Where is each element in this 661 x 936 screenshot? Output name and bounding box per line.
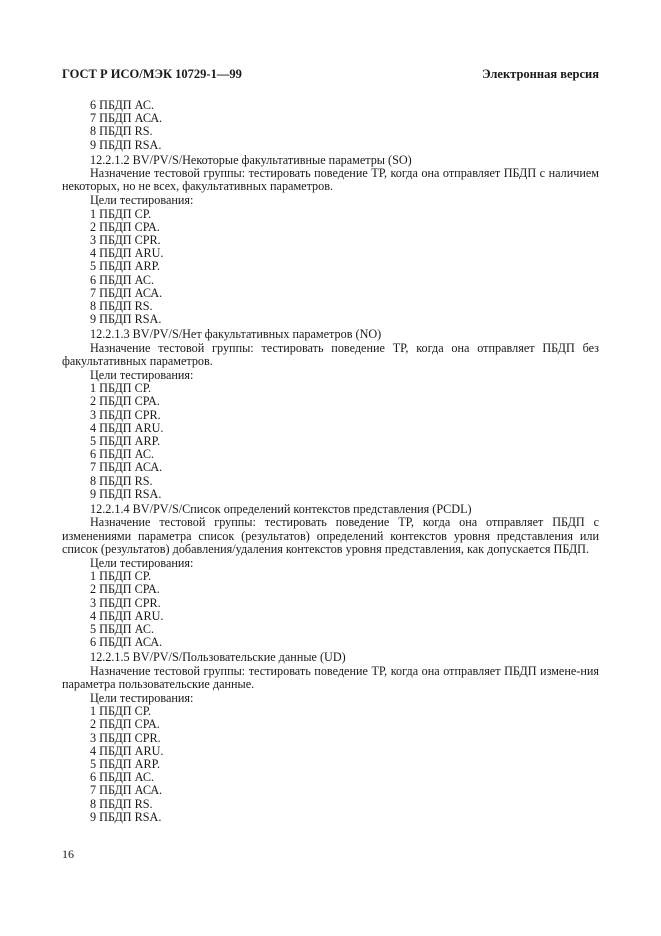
list-item: 6 ПБДП АСА.	[90, 635, 163, 650]
list-item: 4 ПБДП ARU.	[90, 743, 164, 758]
list-item: 1 ПБДП СР.	[90, 206, 152, 221]
section-12-2-1-2	[62, 154, 599, 327]
section-heading: 12.2.1.2 BV/PV/S/Некоторые факультативные параметры (SO)	[90, 152, 412, 167]
section-12-2-1-4	[62, 503, 599, 649]
page-content	[62, 99, 599, 824]
section-purpose: Назначение тестовой группы: тестировать поведение ТР, когда она отправляет ПБДП с изменениями параметра список (результатов) определений контекстов уровня представления или список (результатов) добавления/удаления контекстов уровня представления, как допускается ПБДП.	[62, 515, 599, 556]
list-item: 2 ПБДП СРА.	[90, 582, 160, 597]
list-item: 3 ПБДП CPR.	[90, 730, 161, 745]
list-item: 6 ПБДП АС.	[90, 770, 155, 785]
list-item: 6 ПБДП АС.	[90, 272, 155, 287]
list-item: 3 ПБДП CPR.	[90, 233, 161, 248]
section-heading: 12.2.1.3 BV/PV/S/Нет факультативных параметров (NO)	[90, 327, 382, 342]
section-12-2-1-3	[62, 328, 599, 501]
list-item: 5 ПБДП АС.	[90, 621, 155, 636]
list-item: 7 ПБДП АСА.	[90, 783, 163, 798]
list-item: 1 ПБДП СР.	[90, 381, 152, 396]
list-item: 9 ПБДП RSA.	[90, 486, 162, 501]
list-item: 5 ПБДП ARP.	[90, 756, 161, 771]
list-item: 2 ПБДП СРА.	[90, 394, 160, 409]
goals-label: Цели тестирования:	[90, 555, 194, 570]
list-item: 1 ПБДП СР.	[90, 704, 152, 719]
goals-label: Цели тестирования:	[90, 193, 194, 208]
section-12-2-1-5	[62, 651, 599, 824]
list-item: 8 ПБДП RS.	[90, 124, 153, 139]
section-purpose: Назначение тестовой группы: тестировать поведение ТР, когда она отправляет ПБДП с наличием некоторых, но не всех, факультативных параметров.	[62, 166, 599, 194]
list-item: 3 ПБДП CPR.	[90, 595, 161, 610]
section-heading: 12.2.1.5 BV/PV/S/Пользовательские данные (UD)	[90, 650, 346, 665]
section-purpose: Назначение тестовой группы: тестировать поведение ТР, когда она отправляет ПБДП измене-ния параметра пользовательские данные.	[62, 663, 599, 691]
list-item: 6 ПБДП АС.	[90, 98, 155, 112]
list-item: 7 ПБДП АСА.	[90, 285, 163, 300]
list-item: 2 ПБДП СРА.	[90, 717, 160, 732]
goals-label: Цели тестирования:	[90, 368, 194, 383]
list-item: 4 ПБДП ARU.	[90, 420, 164, 435]
list-item: 3 ПБДП CPR.	[90, 407, 161, 422]
list-item: 1 ПБДП СР.	[90, 569, 152, 584]
section-heading: 12.2.1.4 BV/PV/S/Список определений контекстов представления (PCDL)	[90, 502, 472, 517]
list-item: 6 ПБДП АС.	[90, 447, 155, 462]
list-item: 8 ПБДП RS.	[90, 299, 153, 314]
document-standard-header: ГОСТ Р ИСО/МЭК 10729-1—99	[62, 67, 242, 81]
list-item: 2 ПБДП СРА.	[90, 219, 160, 234]
list-item: 9 ПБДП RSA.	[90, 809, 162, 824]
list-item: 4 ПБДП ARU.	[90, 608, 164, 623]
list-item: 9 ПБДП RSA.	[90, 312, 162, 327]
section-purpose: Назначение тестовой группы: тестировать поведение ТР, когда она отправляет ПБДП без факультативных параметров.	[62, 340, 599, 368]
list-item: 8 ПБДП RS.	[90, 796, 153, 811]
list-item: 7 ПБДП АСА.	[90, 111, 163, 126]
list-item: 4 ПБДП ARU.	[90, 246, 164, 261]
edition-header: Электронная версия	[482, 67, 599, 81]
list-item: 5 ПБДП ARP.	[90, 434, 161, 449]
list-item: 7 ПБДП АСА.	[90, 460, 163, 475]
list-item: 8 ПБДП RS.	[90, 473, 153, 488]
list-item: 9 ПБДП RSA.	[90, 137, 162, 152]
goals-label: Цели тестирования:	[90, 690, 194, 705]
list-item: 5 ПБДП ARP.	[90, 259, 161, 274]
page-number: 16	[62, 847, 74, 861]
intro-list	[62, 99, 599, 152]
